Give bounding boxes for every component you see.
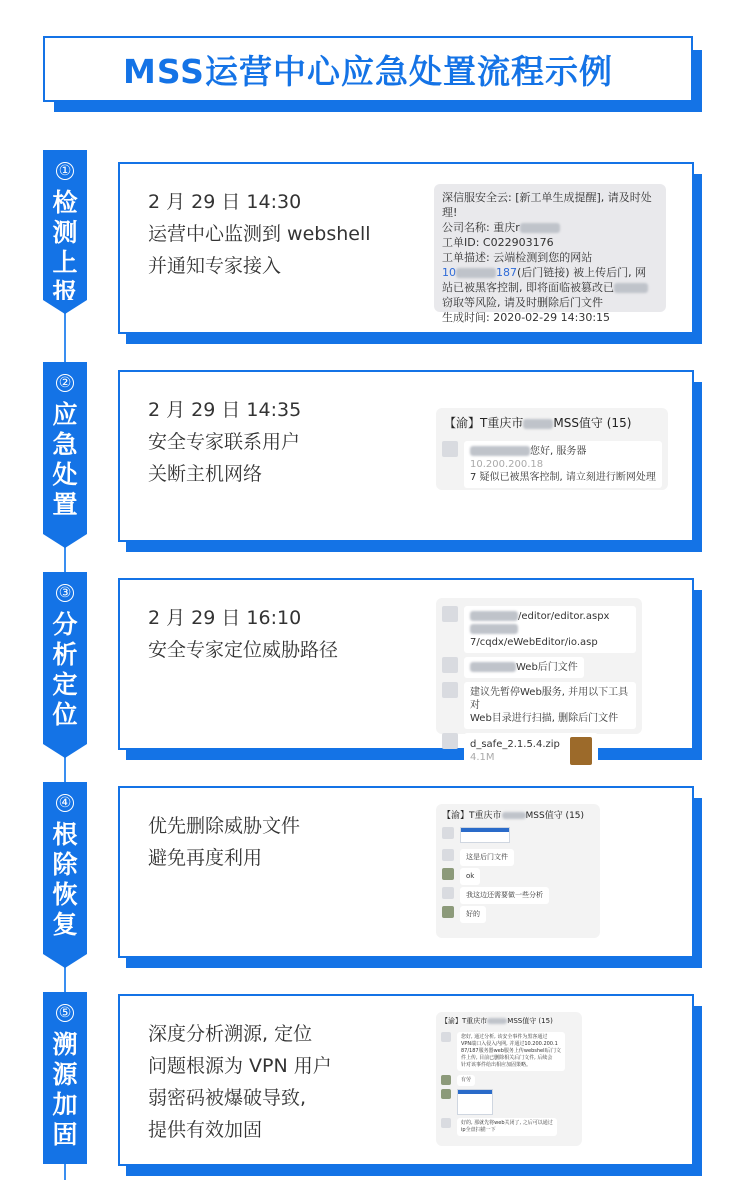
stage-tab-arrow bbox=[43, 300, 87, 314]
description-line: 运营中心监测到 webshell bbox=[148, 223, 371, 245]
stage-label-char: 应 bbox=[52, 400, 78, 429]
stage-tab-arrow bbox=[43, 954, 87, 968]
chat-bubble: 好的, 那就先将web关闭了, 之后可以通过 ip全盘扫描一下 bbox=[457, 1118, 557, 1136]
chat-message bbox=[441, 1118, 577, 1136]
zip-file-icon bbox=[570, 737, 592, 765]
chat-header: 【渝】T重庆市 MSS值守 (15) bbox=[442, 811, 585, 821]
stage-card-detect bbox=[118, 162, 694, 334]
chat-screenshot bbox=[436, 598, 642, 763]
stage-description bbox=[148, 602, 338, 666]
description-line: 关断主机网络 bbox=[148, 463, 263, 485]
description-line: 2 月 29 日 14:30 bbox=[148, 191, 302, 213]
chat-bubble: 有劳 bbox=[457, 1075, 475, 1086]
chat-bubble: Web后门文件 bbox=[464, 657, 584, 678]
chat-message bbox=[442, 906, 594, 923]
stage-label-char: 置 bbox=[52, 490, 78, 519]
chat-message bbox=[441, 1089, 577, 1115]
description-line: 并通知专家接入 bbox=[148, 255, 282, 277]
stage-number: ② bbox=[56, 374, 74, 392]
avatar bbox=[442, 868, 454, 880]
chat-screenshot bbox=[436, 408, 668, 490]
chat-message bbox=[442, 868, 594, 885]
avatar bbox=[442, 733, 458, 749]
stage-label-char: 固 bbox=[52, 1120, 78, 1149]
stage-label-char: 处 bbox=[52, 460, 78, 489]
chat-bubble: ok bbox=[460, 868, 480, 885]
stage-label-char: 加 bbox=[52, 1090, 78, 1119]
chat-message bbox=[442, 682, 636, 729]
avatar bbox=[442, 906, 454, 918]
stage-tab-trace bbox=[43, 992, 87, 1164]
chat-screenshot bbox=[436, 1012, 582, 1146]
stage-label-char: 报 bbox=[52, 278, 78, 307]
chat-bubble: 您好, 服务器10.200.200.18 7 疑似已被黑客控制, 请立刻进行断网处理 bbox=[464, 441, 662, 488]
description-line: 优先删除威胁文件 bbox=[148, 815, 301, 837]
avatar bbox=[442, 606, 458, 622]
description-line: 2 月 29 日 16:10 bbox=[148, 607, 302, 629]
avatar bbox=[442, 887, 454, 899]
description-line: 安全专家联系用户 bbox=[148, 431, 301, 453]
sms-alert-screenshot bbox=[434, 184, 666, 324]
stage-tab-arrow bbox=[43, 534, 87, 548]
avatar bbox=[441, 1032, 451, 1042]
chat-bubble: 好的 bbox=[460, 906, 486, 923]
sms-line: 深信服安全云: [新工单生成提醒], 请及时处理! bbox=[442, 191, 652, 219]
stage-label-char: 定 bbox=[52, 670, 78, 699]
description-line: 安全专家定位威胁路径 bbox=[148, 639, 339, 661]
chat-screenshot bbox=[436, 804, 600, 938]
avatar bbox=[442, 657, 458, 673]
stage-tab-analyze bbox=[43, 572, 87, 744]
stage-number: ④ bbox=[56, 794, 74, 812]
chat-message bbox=[441, 1075, 577, 1086]
stage-card-respond bbox=[118, 370, 694, 542]
page-title: MSS运营中心应急处置流程示例 bbox=[123, 51, 613, 91]
stage-label-char: 检 bbox=[52, 188, 78, 217]
chat-message bbox=[442, 441, 662, 488]
stage-description bbox=[148, 394, 301, 490]
description-line: 深度分析溯源, 定位 bbox=[148, 1023, 313, 1045]
avatar bbox=[441, 1089, 451, 1099]
chat-message bbox=[441, 1032, 577, 1071]
chat-message bbox=[442, 657, 636, 678]
stage-description bbox=[148, 810, 300, 874]
stage-number: ① bbox=[56, 162, 74, 180]
stage-label-char: 溯 bbox=[52, 1030, 78, 1059]
stage-card-eradicate bbox=[118, 786, 694, 958]
stage-label-char: 源 bbox=[52, 1060, 78, 1089]
sms-line: 10 187(后门链接) 被上传后门, 网 bbox=[442, 266, 647, 279]
chat-message bbox=[442, 827, 594, 843]
stage-card-trace bbox=[118, 994, 694, 1166]
chat-bubble: 这是后门文件 bbox=[460, 849, 514, 866]
avatar bbox=[442, 827, 454, 839]
description-line: 提供有效加固 bbox=[148, 1119, 263, 1141]
stage-label-char: 根 bbox=[52, 820, 78, 849]
sms-line: 公司名称: 重庆r bbox=[442, 220, 658, 235]
chat-message bbox=[442, 606, 636, 653]
stage-label-char: 析 bbox=[52, 640, 78, 669]
stage-label-char: 恢 bbox=[52, 880, 78, 909]
stage-label-char: 复 bbox=[52, 910, 78, 939]
chat-bubble: 我这边还需要做一些分析 bbox=[460, 887, 549, 904]
avatar bbox=[441, 1075, 451, 1085]
stage-description bbox=[148, 1018, 332, 1146]
stage-label-char: 上 bbox=[52, 248, 78, 277]
stage-number: ③ bbox=[56, 584, 74, 602]
avatar bbox=[442, 849, 454, 861]
stage-label-char: 测 bbox=[52, 218, 78, 247]
description-line: 避免再度利用 bbox=[148, 847, 263, 869]
stage-card-analyze bbox=[118, 578, 694, 763]
avatar bbox=[441, 1118, 451, 1128]
stage-tab-eradicate bbox=[43, 782, 87, 954]
sms-line: 工单描述: 云端检测到您的网站 bbox=[442, 251, 593, 264]
screenshot-thumbnail bbox=[457, 1089, 493, 1115]
stage-description bbox=[148, 186, 371, 282]
avatar bbox=[442, 441, 458, 457]
sms-line: 站已被黑客控制, 即将面临被篡改已 bbox=[442, 280, 658, 295]
screenshot-thumbnail bbox=[460, 827, 510, 843]
description-line: 问题根源为 VPN 用户 bbox=[148, 1055, 332, 1077]
stage-tab-detect bbox=[43, 150, 87, 307]
chat-bubble: 建议先暂停Web服务, 并用以下工具对 Web目录进行扫描, 删除后门文件 bbox=[464, 682, 636, 729]
chat-message bbox=[442, 887, 594, 904]
chat-header: 【渝】T重庆市 MSS值守 (15) bbox=[444, 416, 632, 430]
sms-line: 窃取等风险, 请及时删除后门文件 bbox=[442, 296, 603, 309]
chat-message bbox=[442, 849, 594, 866]
file-attachment[interactable]: d_safe_2.1.5.4.zip 4.1M bbox=[464, 733, 598, 769]
title-banner bbox=[43, 36, 693, 102]
stage-tab-arrow bbox=[43, 744, 87, 758]
description-line: 弱密码被爆破导致, bbox=[148, 1087, 307, 1109]
avatar bbox=[442, 682, 458, 698]
chat-header: 【渝】T重庆市 MSS值守 (15) bbox=[441, 1017, 553, 1025]
stage-number: ⑤ bbox=[56, 1004, 74, 1022]
stage-label-char: 急 bbox=[52, 430, 78, 459]
sms-line: 生成时间: 2020-02-29 14:30:15 bbox=[442, 311, 611, 324]
stage-label-char: 分 bbox=[52, 610, 78, 639]
chat-message bbox=[442, 733, 636, 769]
chat-bubble: /editor/editor.aspx 7/cqdx/eWebEditor/io.asp bbox=[464, 606, 636, 653]
stage-label-char: 位 bbox=[52, 700, 78, 729]
chat-bubble: 您好, 通过分析, 该安全事件为黑客通过 VPN端口入侵入内网, 并通过10.200.200.1 87/187服务器web服务上传webshell后门文 件上传, 目前已删除相关后门文件, 后续会 针对该事件给出相应加固策略。 bbox=[457, 1032, 565, 1071]
stage-tab-respond bbox=[43, 362, 87, 534]
stage-label-char: 除 bbox=[52, 850, 78, 879]
description-line: 2 月 29 日 14:35 bbox=[148, 399, 302, 421]
sms-line: 工单ID: C022903176 bbox=[442, 236, 554, 249]
